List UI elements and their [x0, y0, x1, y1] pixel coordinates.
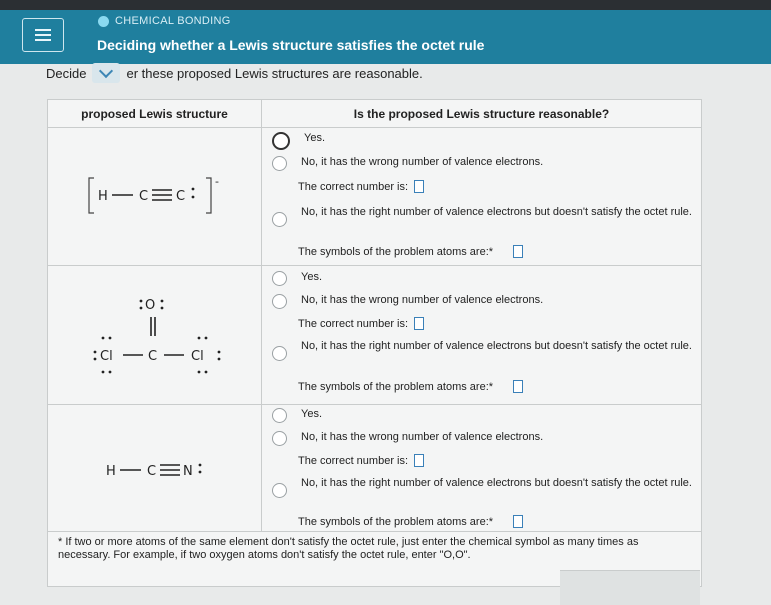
question-column-header: Is the proposed Lewis structure reasonable? [262, 100, 701, 128]
atom-label: H [106, 464, 116, 479]
instruction-start: Decide [46, 65, 87, 81]
lewis-structure-3 [48, 405, 261, 531]
answer-input[interactable] [513, 380, 523, 393]
atom-label: Cl [100, 349, 113, 364]
option-wrong-count-1[interactable]: No, it has the wrong number of valence electrons. [262, 156, 696, 171]
topic-label [98, 15, 231, 27]
problem-atoms-1: The symbols of the problem atoms are:* [298, 245, 523, 258]
option-yes-2[interactable]: Yes. [262, 271, 696, 286]
answer-input[interactable] [513, 245, 523, 258]
structure-column-header: proposed Lewis structure [48, 100, 262, 128]
correct-number-3: The correct number is: [298, 454, 424, 467]
radio-button[interactable] [272, 132, 290, 150]
options-cell-2 [262, 266, 701, 404]
lewis-structure-2 [48, 266, 261, 404]
option-octet-2[interactable]: No, it has the right number of valence electrons but doesn't satisfy the octet rule. [262, 340, 696, 361]
atom-label: H [98, 189, 108, 204]
structure-cell-3 [48, 405, 262, 531]
radio-button[interactable] [272, 408, 287, 423]
option-wrong-count-2[interactable]: No, it has the wrong number of valence electrons. [262, 294, 696, 309]
options-cell-3 [262, 405, 701, 531]
menu-button[interactable] [22, 18, 64, 52]
charge-label: - [215, 175, 219, 188]
topic-text: CHEMICAL BONDING [115, 15, 231, 27]
structure-cell-2 [48, 266, 262, 404]
answer-input[interactable] [414, 180, 424, 193]
option-octet-1[interactable]: No, it has the right number of valence electrons but doesn't satisfy the octet rule. [262, 206, 696, 227]
option-wrong-count-3[interactable]: No, it has the wrong number of valence electrons. [262, 431, 696, 446]
question-table [47, 99, 702, 587]
radio-button[interactable] [272, 346, 287, 361]
answer-input[interactable] [414, 454, 424, 467]
instruction-end: er these proposed Lewis structures are reasonable. [126, 65, 423, 81]
page-title: Deciding whether a Lewis structure satisfies the octet rule [97, 37, 485, 53]
problem-atoms-2: The symbols of the problem atoms are:* [298, 380, 523, 393]
radio-button[interactable] [272, 294, 287, 309]
atom-label: C [148, 349, 158, 364]
atom-label: Cl [191, 349, 204, 364]
radio-button[interactable] [272, 212, 287, 227]
radio-button[interactable] [272, 271, 287, 286]
options-cell-1 [262, 128, 701, 265]
question-row-2 [48, 266, 701, 405]
hamburger-icon [35, 28, 51, 42]
footnote: * If two or more atoms of the same element don't satisfy the octet rule, just enter the chemical symbol as many times as necessary. For example, if two oxygen atoms don't satisfy the octet rule, enter "O,O". [58, 536, 639, 561]
top-strip [0, 0, 771, 10]
answer-input[interactable] [513, 515, 523, 528]
structure-cell-1 [48, 128, 262, 265]
answer-input[interactable] [414, 317, 424, 330]
lewis-structure-1 [48, 128, 261, 265]
top-bar [0, 0, 771, 64]
radio-button[interactable] [272, 431, 287, 446]
atom-label: O [145, 298, 156, 313]
question-row-3 [48, 405, 701, 532]
correct-number-2: The correct number is: [298, 317, 424, 330]
problem-atoms-3: The symbols of the problem atoms are:* [298, 515, 523, 528]
chevron-down-icon [99, 64, 113, 78]
option-yes-3[interactable]: Yes. [262, 408, 696, 423]
atom-label: N [183, 464, 193, 479]
atom-label: C [176, 189, 186, 204]
atom-label: C [139, 189, 149, 204]
instruction [46, 62, 771, 84]
topic-dot-icon [98, 16, 109, 27]
question-row-1 [48, 128, 701, 266]
option-yes-1[interactable]: Yes. [262, 132, 699, 150]
option-octet-3[interactable]: No, it has the right number of valence electrons but doesn't satisfy the octet rule. [262, 477, 696, 498]
bottom-toolbar [560, 570, 700, 605]
atom-label: C [147, 464, 157, 479]
radio-button[interactable] [272, 483, 287, 498]
collapse-button[interactable] [92, 63, 120, 83]
correct-number-1: The correct number is: [298, 180, 424, 193]
radio-button[interactable] [272, 156, 287, 171]
